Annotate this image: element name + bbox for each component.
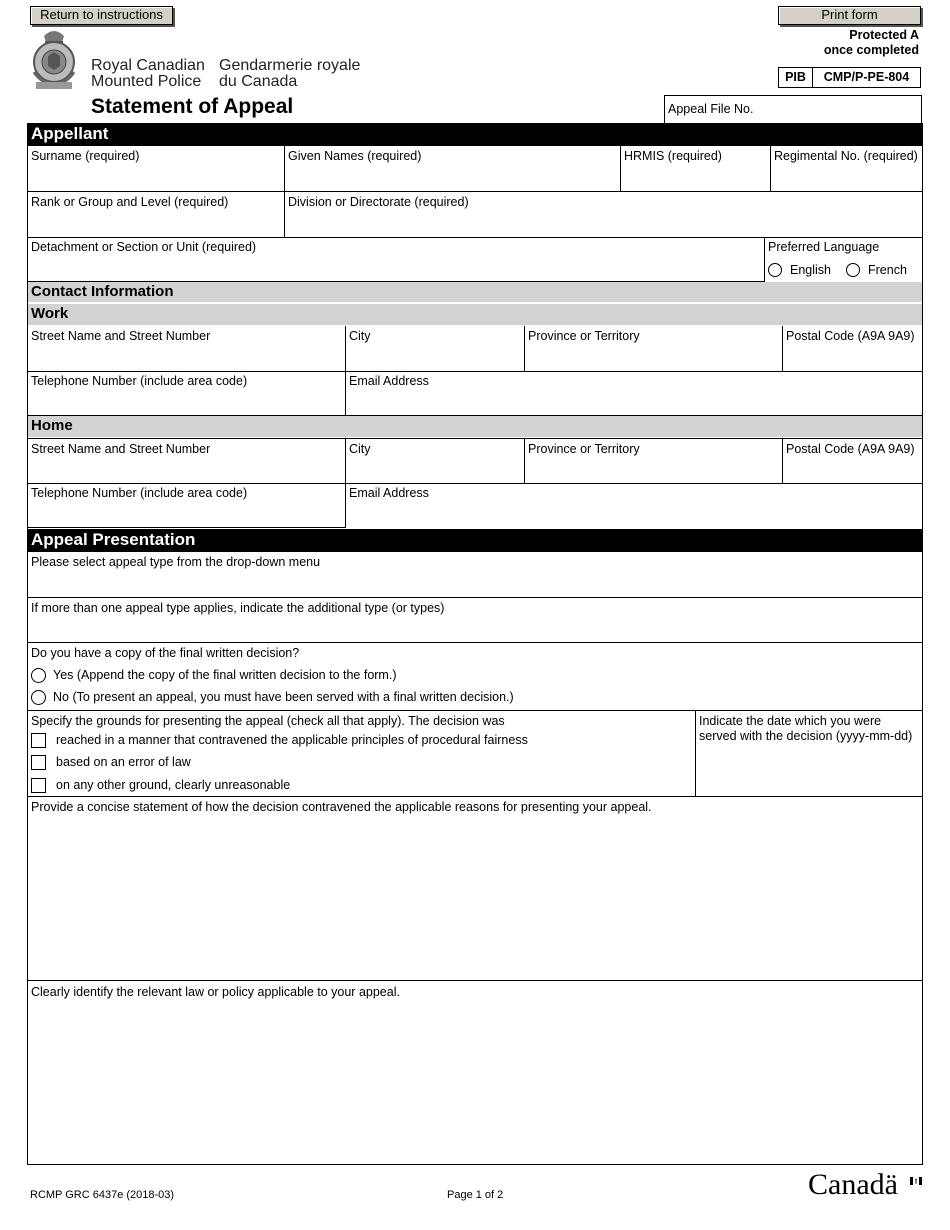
- home-phone-field[interactable]: [28, 483, 346, 528]
- relevant-law-field[interactable]: [28, 982, 922, 1164]
- detachment-field[interactable]: [28, 237, 765, 282]
- work-email-field[interactable]: [346, 371, 922, 416]
- copy-yes-label: Yes (Append the copy of the final written decision to the form.): [53, 668, 397, 682]
- canada-wordmark-text: Canadä: [808, 1168, 898, 1201]
- decision-date-label: [696, 711, 922, 744]
- given-names-label: Given Names (required): [288, 149, 422, 163]
- home-street-label: Street Name and Street Number: [31, 442, 211, 456]
- given-names-field[interactable]: [285, 146, 621, 192]
- pib-code: CMP/P-PE-804: [823, 70, 910, 84]
- ground-procedural-fairness-label: reached in a manner that contravened the applicable principles of procedural fairness: [56, 733, 528, 747]
- decision-date-line2: served with the decision (yyyy-mm-dd): [699, 729, 913, 743]
- home-province-label: Province or Territory: [528, 442, 640, 456]
- ground-error-of-law-checkbox[interactable]: [31, 755, 46, 770]
- home-phone-label: Telephone Number (include area code): [31, 486, 248, 500]
- agency-fr-line1: Gendarmerie royale: [219, 57, 361, 74]
- agency-name-fr: [219, 58, 360, 90]
- rank-label: Rank or Group and Level (required): [31, 195, 229, 209]
- regimental-no-field[interactable]: [771, 146, 922, 192]
- hrmis-field[interactable]: [621, 146, 771, 192]
- form-id: RCMP GRC 6437e (2018-03): [30, 1189, 175, 1201]
- ground-error-of-law-label: based on an error of law: [56, 755, 191, 769]
- grounds-label: Specify the grounds for presenting the appeal (check all that apply). The decision was: [31, 714, 505, 728]
- work-province-label: Province or Territory: [528, 329, 640, 343]
- work-city-label: City: [349, 329, 371, 343]
- hrmis-label: HRMIS (required): [624, 149, 722, 163]
- appeal-type-dropdown[interactable]: [28, 552, 922, 598]
- work-province-field[interactable]: [525, 326, 783, 372]
- work-phone-field[interactable]: [28, 371, 346, 416]
- work-street-label: Street Name and Street Number: [31, 329, 211, 343]
- home-street-field[interactable]: [28, 438, 346, 484]
- detachment-label: Detachment or Section or Unit (required): [31, 240, 257, 254]
- work-postal-label: Postal Code (A9A 9A9): [786, 329, 915, 343]
- protected-line2: once completed: [823, 43, 919, 57]
- appellant-heading: Appellant: [27, 123, 923, 146]
- contact-info-heading: Contact Information: [28, 282, 922, 303]
- ground-unreasonable-checkbox[interactable]: [31, 778, 46, 793]
- protected-notice: [824, 28, 919, 58]
- copy-yes-radio[interactable]: [31, 668, 46, 683]
- copy-no-radio[interactable]: [31, 690, 46, 705]
- french-radio[interactable]: [846, 263, 860, 277]
- french-label: French: [868, 263, 907, 277]
- work-city-field[interactable]: [346, 326, 525, 372]
- copy-question-label: Do you have a copy of the final written decision?: [31, 646, 300, 660]
- page-number: Page 1 of 2: [447, 1189, 504, 1201]
- additional-type-field[interactable]: [28, 598, 922, 643]
- home-province-field[interactable]: [525, 438, 783, 484]
- canada-flag-icon: [910, 1172, 922, 1180]
- appeal-presentation-heading: Appeal Presentation: [27, 529, 923, 552]
- concise-statement-label: Provide a concise statement of how the decision contravened the applicable reasons for presenting your appeal.: [31, 800, 652, 814]
- english-label: English: [790, 263, 831, 277]
- work-street-field[interactable]: [28, 326, 346, 372]
- copy-decision-group: [28, 643, 922, 711]
- home-postal-label: Postal Code (A9A 9A9): [786, 442, 915, 456]
- concise-statement-field[interactable]: [28, 797, 922, 981]
- home-city-field[interactable]: [346, 438, 525, 484]
- pib-box: [778, 67, 921, 88]
- home-city-label: City: [349, 442, 371, 456]
- pib-label: PIB: [779, 68, 813, 87]
- english-radio[interactable]: [768, 263, 782, 277]
- home-email-label: Email Address: [349, 486, 429, 500]
- protected-line1: Protected A: [849, 28, 919, 42]
- agency-en-line1: Royal Canadian: [91, 57, 205, 74]
- grounds-group: [28, 711, 696, 797]
- agency-en-line2: Mounted Police: [91, 73, 202, 90]
- work-email-label: Email Address: [349, 374, 429, 388]
- division-label: Division or Directorate (required): [288, 195, 469, 209]
- canada-wordmark: [808, 1168, 924, 1202]
- work-phone-label: Telephone Number (include area code): [31, 374, 248, 388]
- home-postal-field[interactable]: [783, 438, 922, 484]
- regimental-no-label: Regimental No. (required): [774, 149, 918, 163]
- surname-field[interactable]: [28, 146, 285, 192]
- appeal-file-no-field[interactable]: [664, 95, 922, 123]
- rank-field[interactable]: [28, 192, 285, 238]
- ground-procedural-fairness-checkbox[interactable]: [31, 733, 46, 748]
- copy-no-label: No (To present an appeal, you must have been served with a final written decision.): [53, 690, 514, 704]
- division-field[interactable]: [285, 192, 922, 238]
- preferred-language-label: Preferred Language: [768, 240, 880, 254]
- work-heading: Work: [28, 304, 922, 325]
- relevant-law-label: Clearly identify the relevant law or policy applicable to your appeal.: [31, 985, 400, 999]
- home-email-field[interactable]: [346, 483, 922, 528]
- rcmp-crest-icon: [28, 26, 80, 92]
- preferred-language-group: [765, 237, 922, 282]
- surname-label: Surname (required): [31, 149, 140, 163]
- print-form-button[interactable]: Print form: [778, 6, 921, 25]
- decision-date-field[interactable]: [696, 711, 922, 797]
- decision-date-line1: Indicate the date which you were: [699, 714, 882, 728]
- ground-unreasonable-label: on any other ground, clearly unreasonable: [56, 778, 291, 792]
- agency-fr-line2: du Canada: [219, 73, 298, 90]
- appeal-type-label: Please select appeal type from the drop-down menu: [31, 555, 321, 569]
- agency-name-en: [91, 58, 205, 90]
- work-postal-field[interactable]: [783, 326, 922, 372]
- page-title: Statement of Appeal: [91, 95, 294, 118]
- return-to-instructions-button[interactable]: Return to instructions: [30, 6, 173, 25]
- additional-type-label: If more than one appeal type applies, indicate the additional type (or types): [31, 601, 445, 615]
- home-heading: Home: [28, 416, 922, 437]
- appeal-file-no-label: Appeal File No.: [668, 102, 754, 116]
